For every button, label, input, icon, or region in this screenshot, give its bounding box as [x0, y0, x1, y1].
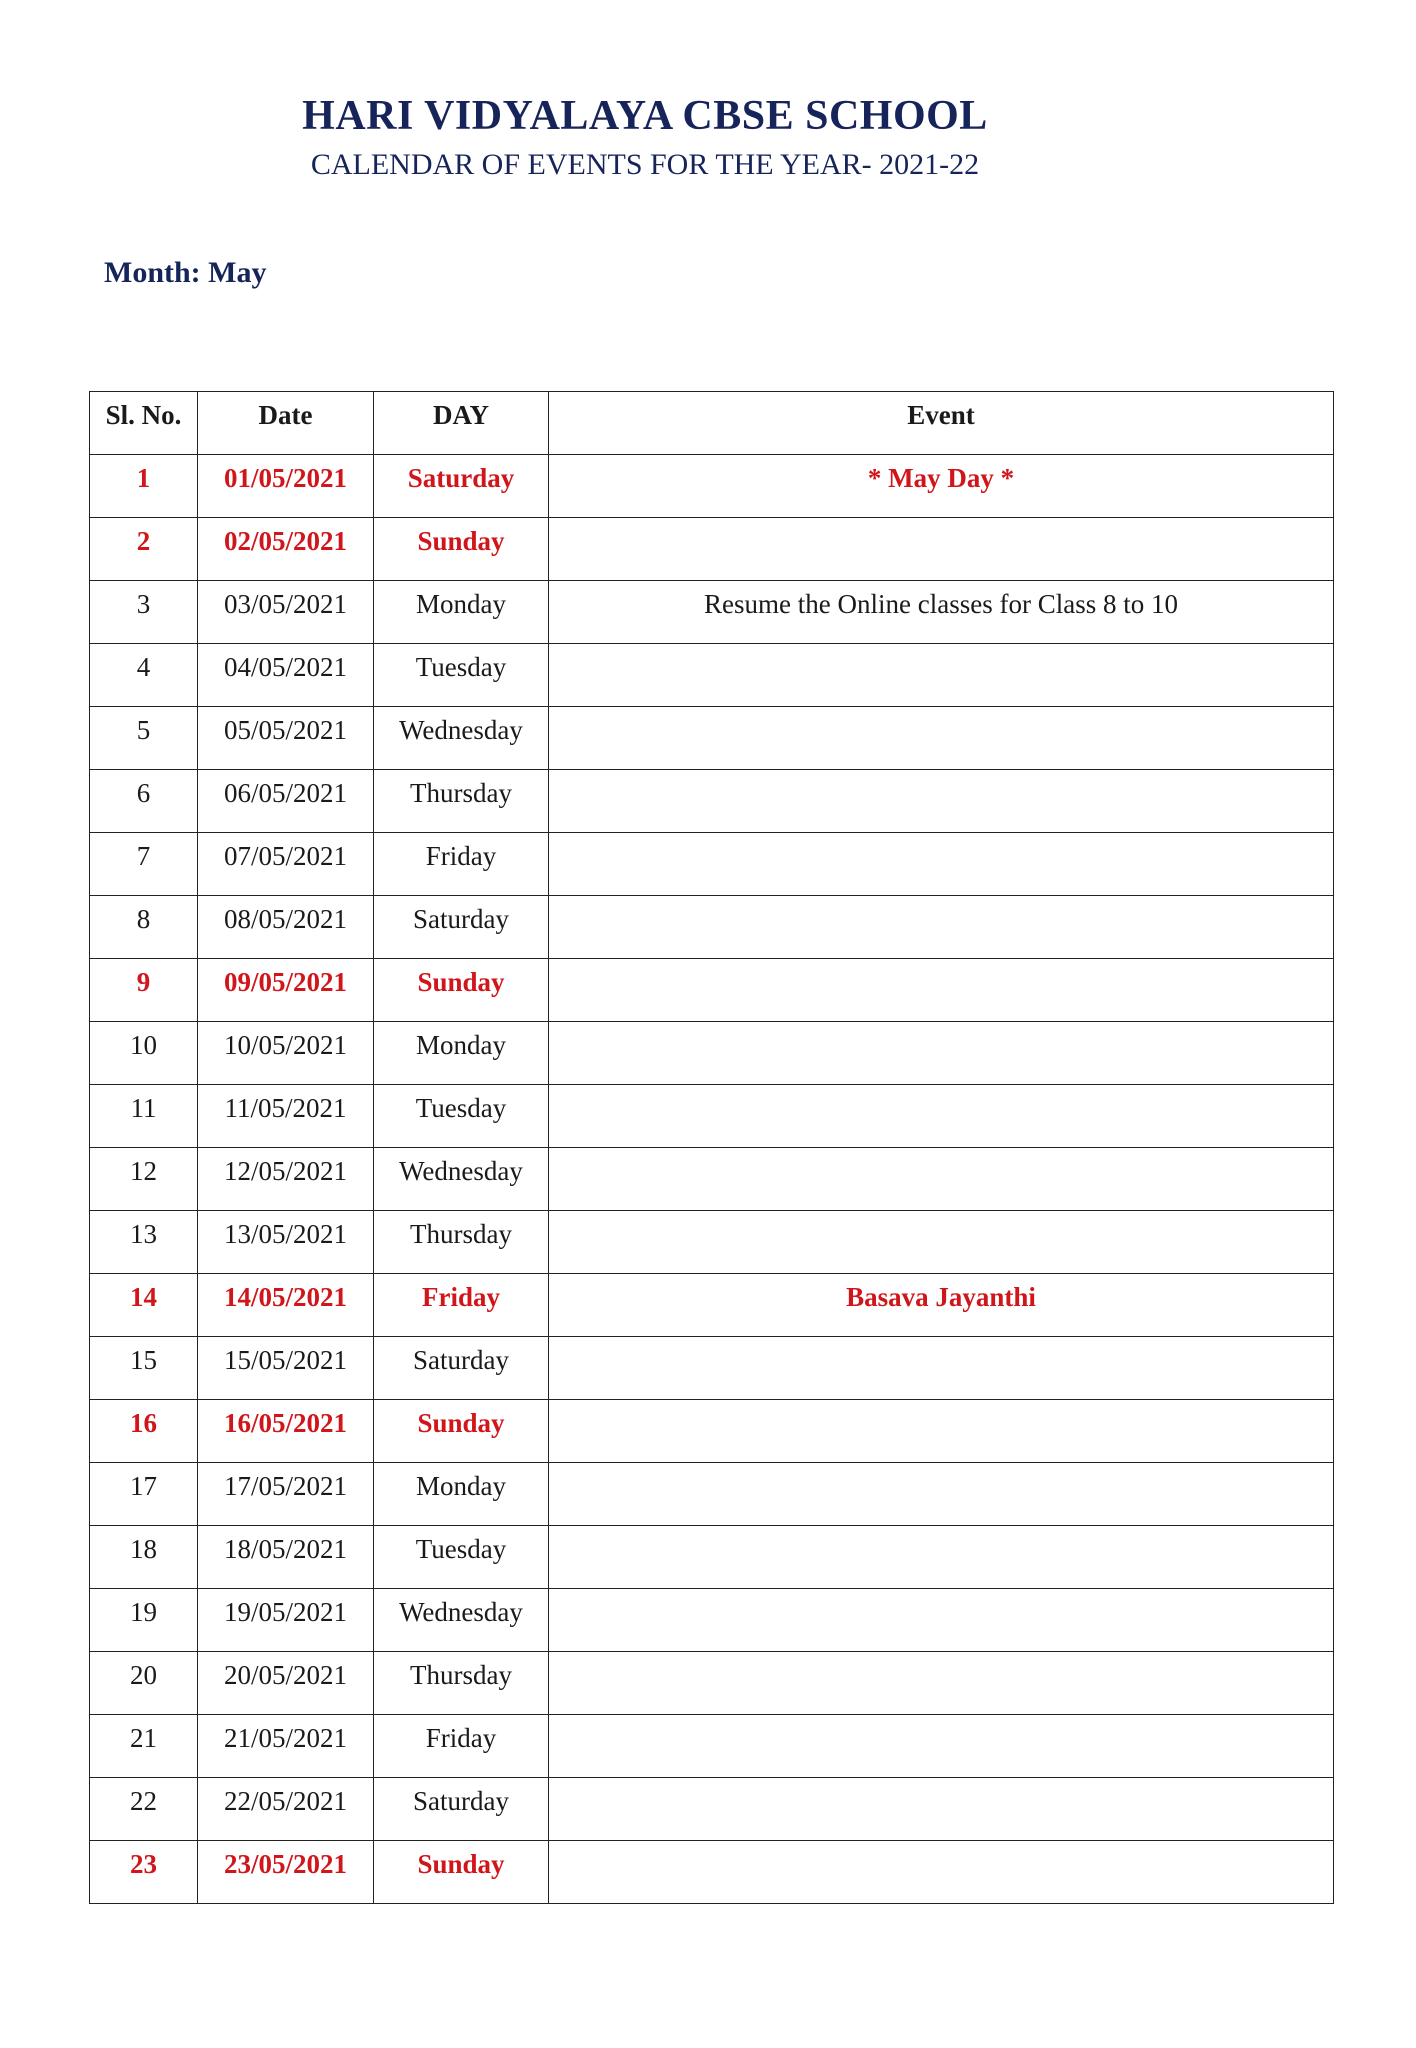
cell-sl-no: 3 — [90, 581, 198, 644]
cell-date: 12/05/2021 — [198, 1148, 374, 1211]
cell-day: Tuesday — [374, 1526, 549, 1589]
cell-event — [549, 518, 1334, 581]
cell-date: 04/05/2021 — [198, 644, 374, 707]
cell-date: 17/05/2021 — [198, 1463, 374, 1526]
table-row — [90, 707, 1334, 770]
cell-sl-no: 10 — [90, 1022, 198, 1085]
cell-sl-no: 9 — [90, 959, 198, 1022]
calendar-subtitle: CALENDAR OF EVENTS FOR THE YEAR- 2021-22 — [310, 148, 980, 181]
cell-day: Thursday — [374, 1652, 549, 1715]
header-event: Event — [549, 392, 1334, 455]
cell-sl-no: 2 — [90, 518, 198, 581]
header-date: Date — [198, 392, 374, 455]
cell-day: Friday — [374, 1274, 549, 1337]
cell-event — [549, 770, 1334, 833]
table-row — [90, 1022, 1334, 1085]
header-sl-no: Sl. No. — [90, 392, 198, 455]
cell-event — [549, 1022, 1334, 1085]
cell-day: Saturday — [374, 1778, 549, 1841]
table-row — [90, 1148, 1334, 1211]
cell-day: Tuesday — [374, 644, 549, 707]
cell-date: 08/05/2021 — [198, 896, 374, 959]
cell-day: Wednesday — [374, 1589, 549, 1652]
cell-date: 23/05/2021 — [198, 1841, 374, 1904]
table-row — [90, 770, 1334, 833]
table-row — [90, 1589, 1334, 1652]
cell-date: 16/05/2021 — [198, 1400, 374, 1463]
table-row — [90, 1085, 1334, 1148]
cell-event — [549, 1526, 1334, 1589]
cell-sl-no: 18 — [90, 1526, 198, 1589]
cell-day: Saturday — [374, 896, 549, 959]
cell-event — [549, 1400, 1334, 1463]
cell-sl-no: 5 — [90, 707, 198, 770]
cell-event — [549, 959, 1334, 1022]
cell-event — [549, 896, 1334, 959]
table-row — [90, 1400, 1334, 1463]
cell-event — [549, 1715, 1334, 1778]
cell-day: Sunday — [374, 1841, 549, 1904]
cell-sl-no: 17 — [90, 1463, 198, 1526]
cell-date: 10/05/2021 — [198, 1022, 374, 1085]
cell-date: 02/05/2021 — [198, 518, 374, 581]
cell-event — [549, 1211, 1334, 1274]
cell-event — [549, 1778, 1334, 1841]
table-row — [90, 1274, 1334, 1337]
table-row — [90, 581, 1334, 644]
cell-sl-no: 22 — [90, 1778, 198, 1841]
cell-event — [549, 1589, 1334, 1652]
cell-sl-no: 15 — [90, 1337, 198, 1400]
cell-day: Monday — [374, 581, 549, 644]
cell-event: * May Day * — [549, 455, 1334, 518]
cell-day: Sunday — [374, 959, 549, 1022]
table-row — [90, 1715, 1334, 1778]
cell-sl-no: 8 — [90, 896, 198, 959]
cell-day: Sunday — [374, 1400, 549, 1463]
cell-date: 07/05/2021 — [198, 833, 374, 896]
cell-event — [549, 1085, 1334, 1148]
cell-day: Sunday — [374, 518, 549, 581]
cell-date: 11/05/2021 — [198, 1085, 374, 1148]
table-row — [90, 896, 1334, 959]
table-row — [90, 1526, 1334, 1589]
cell-event — [549, 1841, 1334, 1904]
cell-date: 06/05/2021 — [198, 770, 374, 833]
table-body — [90, 455, 1334, 1904]
cell-day: Thursday — [374, 770, 549, 833]
cell-sl-no: 7 — [90, 833, 198, 896]
cell-event — [549, 1337, 1334, 1400]
cell-sl-no: 11 — [90, 1085, 198, 1148]
cell-date: 19/05/2021 — [198, 1589, 374, 1652]
cell-event — [549, 707, 1334, 770]
table-row — [90, 1778, 1334, 1841]
cell-event: Basava Jayanthi — [549, 1274, 1334, 1337]
cell-sl-no: 1 — [90, 455, 198, 518]
month-label: Month: May — [104, 256, 267, 289]
cell-sl-no: 20 — [90, 1652, 198, 1715]
cell-event — [549, 833, 1334, 896]
cell-sl-no: 6 — [90, 770, 198, 833]
cell-date: 05/05/2021 — [198, 707, 374, 770]
cell-day: Friday — [374, 1715, 549, 1778]
cell-day: Saturday — [374, 455, 549, 518]
cell-date: 14/05/2021 — [198, 1274, 374, 1337]
cell-sl-no: 12 — [90, 1148, 198, 1211]
cell-event — [549, 1463, 1334, 1526]
cell-day: Tuesday — [374, 1085, 549, 1148]
cell-day: Thursday — [374, 1211, 549, 1274]
table-row — [90, 959, 1334, 1022]
cell-date: 18/05/2021 — [198, 1526, 374, 1589]
cell-day: Monday — [374, 1463, 549, 1526]
cell-date: 22/05/2021 — [198, 1778, 374, 1841]
cell-sl-no: 23 — [90, 1841, 198, 1904]
cell-day: Monday — [374, 1022, 549, 1085]
events-table — [89, 391, 1334, 1904]
cell-sl-no: 21 — [90, 1715, 198, 1778]
cell-date: 13/05/2021 — [198, 1211, 374, 1274]
table-row — [90, 1211, 1334, 1274]
table-row — [90, 644, 1334, 707]
table-row — [90, 1463, 1334, 1526]
cell-event — [549, 1148, 1334, 1211]
cell-day: Wednesday — [374, 1148, 549, 1211]
table-row — [90, 1652, 1334, 1715]
cell-date: 03/05/2021 — [198, 581, 374, 644]
cell-day: Saturday — [374, 1337, 549, 1400]
table-row — [90, 455, 1334, 518]
cell-date: 15/05/2021 — [198, 1337, 374, 1400]
cell-date: 09/05/2021 — [198, 959, 374, 1022]
school-name: HARI VIDYALAYA CBSE SCHOOL — [302, 93, 988, 139]
cell-sl-no: 13 — [90, 1211, 198, 1274]
cell-date: 01/05/2021 — [198, 455, 374, 518]
cell-sl-no: 4 — [90, 644, 198, 707]
table-row — [90, 833, 1334, 896]
cell-event — [549, 1652, 1334, 1715]
cell-event: Resume the Online classes for Class 8 to 10 — [549, 581, 1334, 644]
cell-day: Friday — [374, 833, 549, 896]
cell-sl-no: 14 — [90, 1274, 198, 1337]
cell-sl-no: 16 — [90, 1400, 198, 1463]
cell-event — [549, 644, 1334, 707]
table-row — [90, 1337, 1334, 1400]
table-header-row — [90, 392, 1334, 455]
cell-sl-no: 19 — [90, 1589, 198, 1652]
cell-date: 20/05/2021 — [198, 1652, 374, 1715]
header-day: DAY — [374, 392, 549, 455]
table-row — [90, 518, 1334, 581]
table-row — [90, 1841, 1334, 1904]
cell-day: Wednesday — [374, 707, 549, 770]
cell-date: 21/05/2021 — [198, 1715, 374, 1778]
